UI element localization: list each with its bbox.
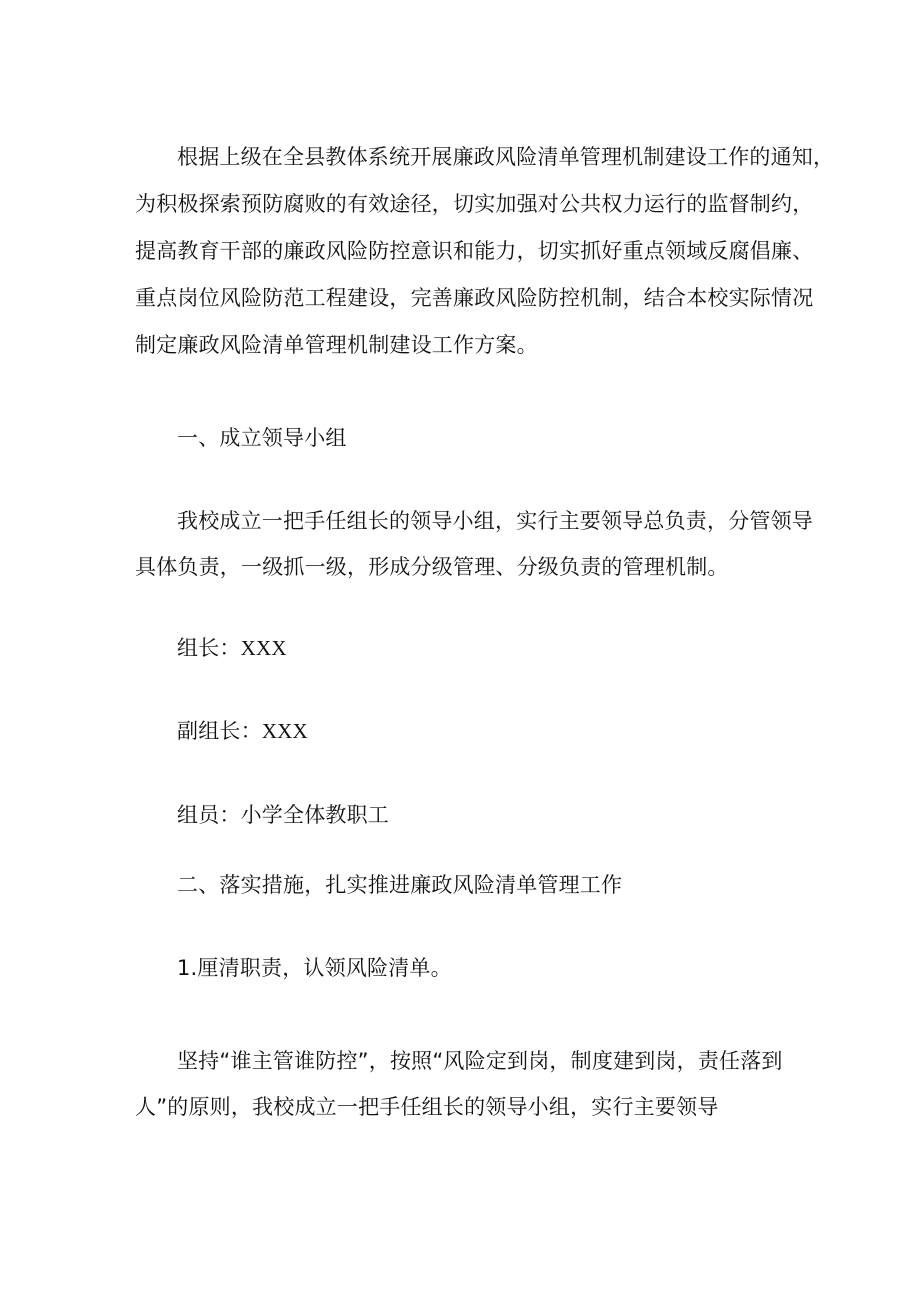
intro-line-2: 为积极探索预防腐败的有效途径，切实加强对公共权力运行的监督制约， (135, 192, 814, 216)
deputy-leader-line (177, 716, 308, 746)
section-1-body-line-1: 我校成立一把手任组长的领导小组，实行主要领导总负责，分管领导 (177, 509, 813, 533)
section-2-heading: 二、落实措施，扎实推进廉政风险清单管理工作 (177, 873, 623, 897)
deputy-value: XXX (261, 719, 308, 743)
members-line: 组员：小学全体教职工 (177, 803, 389, 827)
intro-line-5: 制定廉政风险清单管理机制建设工作方案。 (135, 333, 538, 357)
section-1-body-line-2: 具体负责，一级抓一级，形成分级管理、分级负责的管理机制。 (135, 555, 729, 579)
deputy-label: 副组长： (177, 719, 262, 743)
leader-value: XXX (240, 636, 287, 660)
intro-line-4: 重点岗位风险防范工程建设，完善廉政风险防控机制，结合本校实际情况 (135, 286, 814, 310)
section-1-heading: 一、成立领导小组 (177, 426, 347, 450)
subsection-1-body-line-1: 坚持“谁主管谁防控”，按照“风险定到岗，制度建到岗，责任落到 (177, 1049, 783, 1073)
intro-line-1: 根据上级在全县教体系统开展廉政风险清单管理机制建设工作的通知， (177, 145, 835, 169)
intro-line-3: 提高教育干部的廉政风险防控意识和能力，切实抓好重点领域反腐倡廉、 (135, 239, 814, 263)
subsection-1-heading: 1.厘清职责，认领风险清单。 (177, 956, 452, 980)
subsection-1-body-line-2: 人”的原则，我校成立一把手任组长的领导小组，实行主要领导 (135, 1095, 719, 1119)
leader-label: 组长： (177, 636, 241, 660)
leader-line (177, 633, 287, 663)
